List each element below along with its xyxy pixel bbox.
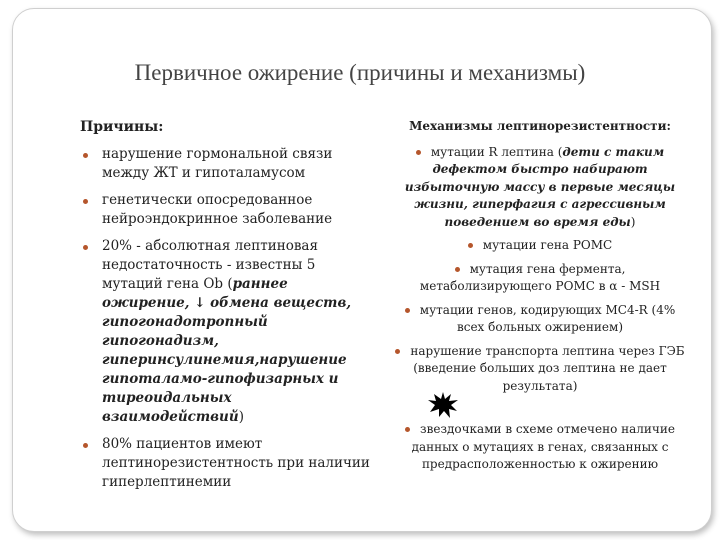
- mechanism-item: [394, 343, 686, 396]
- cause-item: [80, 145, 370, 183]
- item-text: ): [238, 409, 244, 425]
- bullet-icon: [468, 243, 473, 248]
- item-text: мутация гена фермента, метаболизирующего POMC в α - MSH: [419, 261, 661, 293]
- bullet-icon: [416, 150, 421, 155]
- mechanism-item: [394, 261, 686, 296]
- cause-item: [80, 435, 370, 492]
- item-text: 20% - абсолютная лептиновая недостаточность - известны 5 мутаций гена Ob (: [102, 238, 318, 292]
- mechanism-item: [394, 237, 686, 255]
- item-text: мутации R лептина (: [430, 144, 563, 159]
- mechanisms-header: Механизмы лептинорезистентности:: [409, 119, 671, 133]
- bullet-icon: [455, 267, 460, 272]
- bullet-icon: [405, 427, 410, 432]
- item-text: мутации гена POMC: [482, 238, 613, 252]
- bullet-icon: [395, 349, 400, 354]
- mechanism-item: [394, 421, 686, 474]
- item-text: нарушение гормональной связи между ЖТ и гипоталамусом: [102, 146, 333, 181]
- item-emphasis: дети с таким дефектом быстро набирают избыточную массу в первые месяцы жизни, гиперфагия с агрессивным поведением во время еды: [404, 144, 676, 229]
- causes-header: Причины:: [80, 119, 164, 135]
- item-text: нарушение транспорта лептина через ГЭБ (введение больших доз лептина не дает результата): [410, 343, 685, 393]
- bullet-icon: [405, 308, 410, 313]
- cause-item: [80, 237, 370, 427]
- cause-item: [80, 191, 370, 229]
- mechanism-item: [394, 302, 686, 337]
- causes-column: [80, 118, 370, 500]
- slide-title: Первичное ожирение (причины и механизмы): [134, 60, 586, 85]
- item-emphasis: раннее ожирение, ↓ обмена веществ, гипогонадотропный гипогонадизм, гиперинсулинемия,нарушение гипоталамо-гипофизарных и тиреоидальных взаимодействий: [102, 276, 352, 425]
- item-text: генетически опосредованное нейроэндокринное заболевание: [102, 192, 333, 227]
- item-text: 80% пациентов имеют лептинорезистентность при наличии гиперлептинемии: [102, 436, 370, 490]
- item-text: ): [630, 214, 636, 229]
- mechanism-item: [394, 144, 686, 232]
- star-burst-icon: [428, 392, 458, 418]
- item-text: мутации генов, кодирующих MC4-R (4% всех больных ожирением): [419, 302, 676, 334]
- mechanisms-column: [394, 118, 686, 480]
- item-text: звездочками в схеме отмечено наличие данных о мутациях в генах, связанных с предрасположенностью к ожирению: [411, 422, 675, 471]
